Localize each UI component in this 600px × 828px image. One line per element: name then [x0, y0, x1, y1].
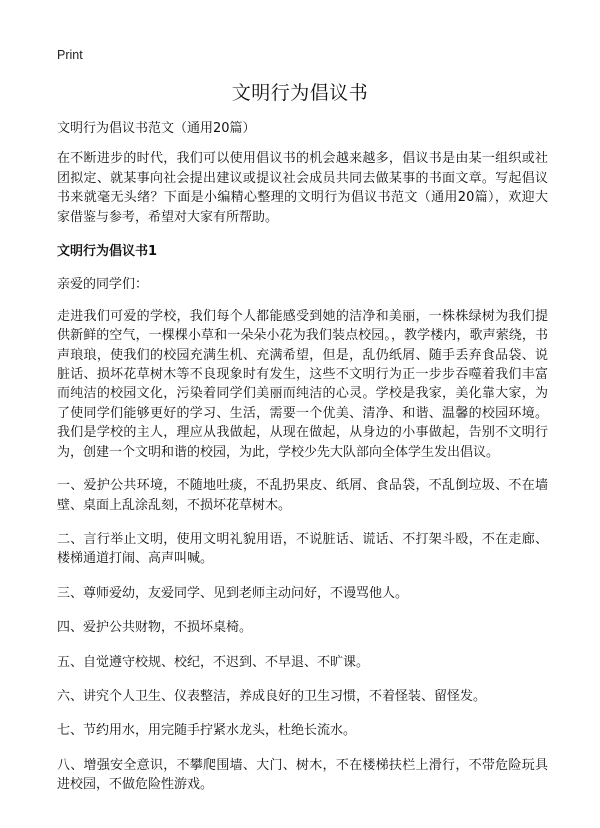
intro-paragraph: 在不断进步的时代，我们可以使用倡议书的机会越来越多，倡议书是由某一组织或社团拟定、就某事向社会提出建议或提议社会成员共同去做某事的书面文章。写起倡议书来就毫无头绪？下面是小编精心整理的文明行为倡议书范文（通用20篇），欢迎大家借鉴与参考，希望对大家有所帮助。 [57, 151, 548, 225]
section-heading: 文明行为倡议书1 [57, 244, 158, 260]
proposal-point-1: 一、爱护公共环境，不随地吐痰，不乱扔果皮、纸屑、食品袋，不乱倒垃圾、不在墙壁、桌面上乱涂乱刻，不损坏花草树木。 [57, 478, 548, 513]
body-paragraph: 走进我们可爱的学校，我们每个人都能感受到她的洁净和美丽，一株株绿树为我们提供新鲜的空气，一棵棵小草和一朵朵小花为我们装点校园。，教学楼内，歌声萦绕，书声琅琅，使我们的校园充满生机、充满希望，但是，乱仍纸屑、随手丢弃食品袋、说脏话、损坏花草树木等不良现象时有发生，这些不文明行为正一步步吞噬着我们丰富而纯洁的校园文化，污染着同学们美丽而纯洁的心灵。学校是我家，美化靠大家，为了使同学们能够更好的学习、生活，需要一个优美、清净、和谐、温馨的校园环境。我们是学校的主人，理应从我做起，从现在做起，从身边的小事做起，告别不文明行为，创建一个文明和谐的校园，为此，学校少先大队部向全体学生发出倡议。 [57, 308, 548, 460]
print-link[interactable]: Print [57, 48, 83, 62]
document-subtitle: 文明行为倡议书范文（通用20篇） [57, 121, 256, 136]
greeting: 亲爱的同学们： [57, 277, 149, 293]
proposal-point-2: 二、言行举止文明，使用文明礼貌用语，不说脏话、谎话、不打架斗殴，不在走廊、楼梯通道打闹、高声叫喊。 [57, 531, 548, 567]
document-content [57, 119, 548, 810]
proposal-point-4: 四、爱护公共财物，不损坏桌椅。 [57, 620, 253, 636]
proposal-point-7: 七、节约用水，用完随手拧紧水龙头，杜绝长流水。 [57, 723, 357, 739]
proposal-point-5: 五、自觉遵守校规、校纪，不迟到、不早退、不旷课。 [57, 654, 370, 670]
proposal-point-6: 六、讲究个人卫生、仪表整洁，养成良好的卫生习惯，不着怪装、留怪发。 [57, 688, 487, 704]
document-title: 文明行为倡议书 [231, 82, 369, 104]
proposal-point-3: 三、尊师爱幼，友爱同学、见到老师主动问好，不谩骂他人。 [57, 585, 409, 601]
proposal-point-8: 八、增强安全意识，不攀爬围墙、大门、树木，不在楼梯扶栏上滑行，不带危险玩具进校园，不做危险性游戏。 [57, 757, 548, 793]
